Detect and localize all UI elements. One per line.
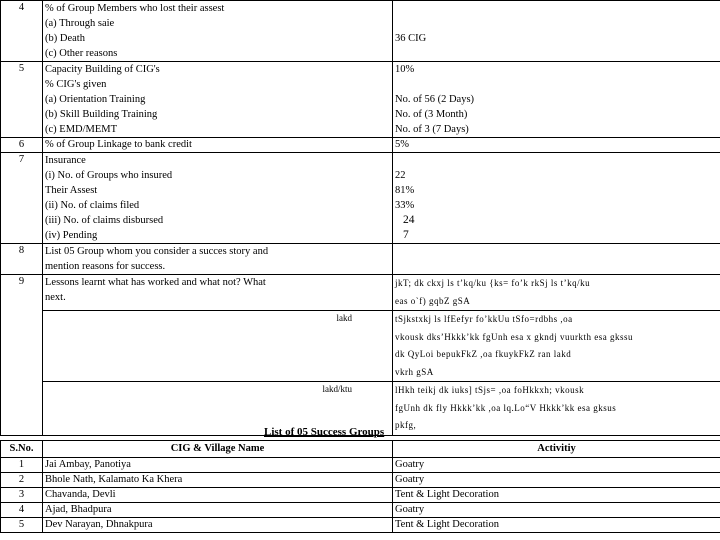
- question-line: List 05 Group whom you consider a succes story and: [45, 246, 269, 257]
- question-line: (i) No. of Groups who insured: [45, 170, 173, 181]
- subsection-label: lakd/ktu: [43, 382, 393, 436]
- answer-line: 24: [403, 214, 415, 226]
- activity-cell: Goatry: [393, 473, 720, 488]
- table-row: [1, 503, 720, 518]
- answer-line: [395, 153, 718, 168]
- hindi-line: fgUnh dk fly Hkkk’kk ,oa lq.Lo“V Hkkk’kk esa gksus: [395, 402, 617, 413]
- serial-cell: 4: [1, 503, 43, 518]
- question-cell: [43, 244, 393, 275]
- hindi-line: vkrh gSA: [395, 366, 434, 377]
- question-line: (a) Orientation Training: [45, 94, 146, 105]
- row-number: 6: [1, 138, 43, 153]
- table-row: [1, 473, 720, 488]
- hindi-line: jkT; dk ckxj ls t’kq/ku {ks= fo’k rkSj ls t’kq/ku: [395, 278, 591, 288]
- question-cell: [43, 275, 393, 311]
- answer-line: [395, 1, 718, 16]
- question-line: % CIG's given: [45, 79, 107, 90]
- answer-cell: [393, 153, 720, 244]
- question-cell: [43, 62, 393, 138]
- question-line: (c) Other reasons: [45, 48, 118, 59]
- answer-line: 7: [403, 229, 409, 241]
- group-name-cell: Chavanda, Devli: [43, 488, 393, 503]
- question-line: (iv) Pending: [45, 230, 98, 241]
- answer-line: 10%: [395, 64, 415, 75]
- activity-cell: Tent & Light Decoration: [393, 488, 720, 503]
- hindi-line: pkfg,: [395, 420, 417, 430]
- table-row: [1, 1, 720, 62]
- success-groups-table: [0, 440, 720, 533]
- question-line: Capacity Building of CIG's: [45, 64, 160, 75]
- column-header: S.No.: [1, 441, 43, 458]
- question-line: Lessons learnt what has worked and what not? What: [45, 277, 266, 288]
- table-row: [1, 458, 720, 473]
- serial-cell: 2: [1, 473, 43, 488]
- column-header: Activitiy: [393, 441, 720, 458]
- question-line: next.: [45, 292, 66, 303]
- question-line: Their Assest: [45, 185, 98, 196]
- question-cell: [43, 153, 393, 244]
- table-row: [1, 518, 720, 533]
- table-row: [1, 311, 720, 382]
- answer-line: [395, 77, 718, 92]
- table-row: [1, 138, 720, 153]
- table-header-row: [1, 441, 720, 458]
- answer-line: No. of 56 (2 Days): [395, 94, 475, 105]
- lessons-hindi-cell: [393, 275, 720, 311]
- row-number: 8: [1, 244, 43, 275]
- answer-line: 22: [395, 170, 406, 181]
- column-header: CIG & Village Name: [43, 441, 393, 458]
- hindi-line: tSjkstxkj ls lfEefyr fo’kkUu tSfo=rdbhs ,oa: [395, 314, 573, 324]
- question-line: (c) EMD/MEMT: [45, 124, 118, 135]
- hindi-line: eas o`f) gqbZ gSA: [395, 295, 471, 306]
- answer-cell: 5%: [393, 138, 720, 153]
- answer-line: No. of (3 Month): [395, 109, 468, 120]
- table-row: [1, 488, 720, 503]
- question-cell: [43, 1, 393, 62]
- serial-cell: 5: [1, 518, 43, 533]
- question-cell: % of Group Linkage to bank credit: [43, 138, 393, 153]
- group-name-cell: Dev Narayan, Dhnakpura: [43, 518, 393, 533]
- activity-cell: Goatry: [393, 503, 720, 518]
- lessons-hindi-cell: [393, 311, 720, 382]
- serial-cell: 3: [1, 488, 43, 503]
- answer-line: 81%: [395, 185, 415, 196]
- activity-cell: Tent & Light Decoration: [393, 518, 720, 533]
- question-line: Insurance: [45, 155, 86, 166]
- question-line: (b) Skill Building Training: [45, 109, 158, 120]
- row-number: 5: [1, 62, 43, 138]
- row-number: 4: [1, 1, 43, 62]
- success-groups-heading: List of 05 Success Groups: [264, 426, 385, 438]
- answer-line: No. of 3 (7 Days): [395, 124, 469, 135]
- hindi-line: lHkh teikj dk iuks] tSjs= ,oa foHkkxh; vkousk: [395, 385, 585, 395]
- question-line: (a) Through saie: [45, 18, 115, 29]
- answer-line: 36 CIG: [395, 33, 427, 44]
- answer-line: [395, 46, 718, 61]
- table-row: [1, 153, 720, 244]
- question-line: (iii) No. of claims disbursed: [45, 215, 164, 226]
- hindi-line: dk QyLoi bepukFkZ ,oa fkuykFkZ ran lakd: [395, 349, 572, 359]
- row-number: 7: [1, 153, 43, 244]
- table-row: [1, 62, 720, 138]
- question-line: mention reasons for success.: [45, 261, 166, 272]
- question-line: % of Group Members who lost their assest: [45, 3, 225, 14]
- serial-cell: 1: [1, 458, 43, 473]
- table-row: [1, 275, 720, 311]
- answer-line: 33%: [395, 200, 415, 211]
- subsection-label: lakd: [43, 311, 393, 382]
- group-name-cell: Ajad, Bhadpura: [43, 503, 393, 518]
- group-name-cell: Jai Ambay, Panotiya: [43, 458, 393, 473]
- answer-line: [395, 16, 718, 31]
- answer-cell: [393, 244, 720, 275]
- group-name-cell: Bhole Nath, Kalamato Ka Khera: [43, 473, 393, 488]
- row-number: 9: [1, 275, 43, 436]
- question-line: (b) Death: [45, 33, 85, 44]
- activity-cell: Goatry: [393, 458, 720, 473]
- table-row: [1, 244, 720, 275]
- question-line: (ii) No. of claims filed: [45, 200, 140, 211]
- answer-cell: [393, 62, 720, 138]
- hindi-line: vkousk dks’Hkkk’kk fgUnh esa x gkndj vuurkth esa gkssu: [395, 331, 633, 342]
- answer-cell: [393, 1, 720, 62]
